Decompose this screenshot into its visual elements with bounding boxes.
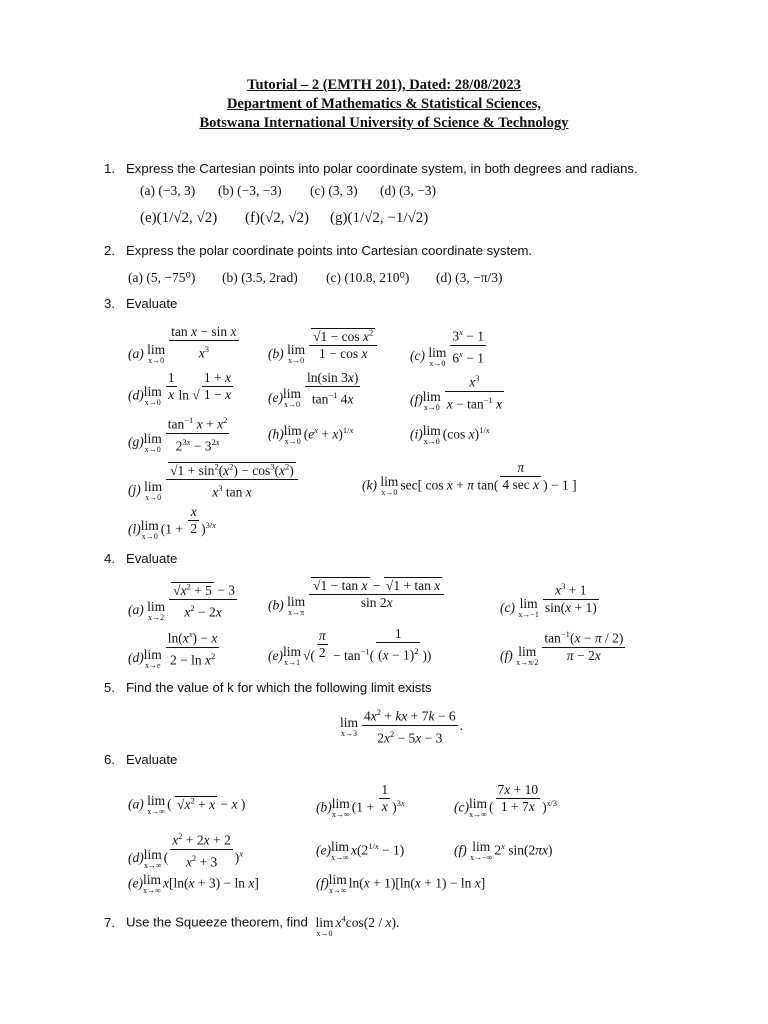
q6-item-e: (e) lim x→∞ $x(2^{1/x} - 1)$ [316, 838, 405, 862]
q6-item-a: (a) lim x→∞ ( $√x^2 + x - x$ ) [128, 792, 246, 816]
q6-item-f2: (f) lim x→∞ ln(x + 1)[ln(x + 1) − ln x] [316, 872, 486, 895]
q3-item-h: (h) lim x→0 $(e^x + x)^{1/x}$ [268, 422, 354, 446]
q3-item-j: (j) lim x→0 $\frac{√1 + \sin^2(x^2) - \cos^3(x^2)}{x^3 \tan x}$ [128, 470, 300, 512]
q3-item-e: (e) lim x→0 $\frac{\ln(\sin 3x)}{\tan^{-1} 4x}$ [268, 370, 359, 410]
q1-item-d: (d) (3, −3) [380, 183, 436, 198]
question-5: 5. Find the value of k for which the following limit exists [104, 680, 432, 695]
university-name: Botswana International University of Science & Technology [199, 115, 569, 131]
tutorial-title: Tutorial – 2 (EMTH 201), Dated: 28/08/2023 [247, 77, 521, 93]
q1-item-g: (g)(1/√2, −1/√2) [330, 210, 429, 226]
q4-item-f: (f) lim x→π/2 $\frac{\tan^{-1}(x - \pi / 2)}{\pi - 2x}$ [500, 629, 624, 668]
q3-item-i: (i) lim x→0 (cos x)$^{1/x}$ [410, 422, 490, 446]
q4-item-d: (d) lim x→e $\frac{\ln(x^x) - x}{2 - \ln x^2}$ [128, 629, 218, 670]
q3-item-k: (k) lim x→0 sec[ cos x + π tan( $\frac{\pi}{\text{4 sec x}}$ ) − 1 ] [362, 460, 577, 497]
q1-item-a: (a) (−3, 3) [140, 183, 196, 198]
question-1: 1. Express the Cartesian points into polar coordinate system, in both degrees and radians. [104, 161, 638, 176]
question-4: 4. Evaluate [104, 551, 178, 566]
q1-item-e: (e)(1/√2, √2) [140, 210, 218, 226]
q3-item-c: (c) lim x→0 $\frac{3^x - 1}{6^x - 1}$ [410, 327, 485, 368]
question-2: 2. Express the polar coordinate points into Cartesian coordinate system. [104, 243, 533, 258]
q7-expression: lim x→0 $x^4\cos(2 / x)$. [315, 913, 400, 938]
q2-item-b: (b) (3.5, 2rad) [222, 270, 298, 285]
q2-item-a: (a) (5, −75⁰) [128, 270, 196, 285]
q4-item-e: (e) lim x→1 √( $\frac{\pi}{2}$ − $\tan^{-1}$( $\frac{1}{(x - 1)^2}$ )) [268, 626, 432, 668]
question-3: 3. Evaluate [104, 296, 178, 311]
q4-item-a: (a) lim x→2 $\frac{√x^2 + 5 - 3}{x^2 - 2x}$ [128, 581, 236, 622]
q6-item-c: (c) lim x→∞ ( $\frac{7x + 10}{1 + 7x}$ )$^{x/3}$ [454, 782, 558, 819]
q1-item-f: (f)(√2, √2) [245, 210, 309, 226]
q6-item-b: (b) lim x→∞ (1 + $\frac{1}{x}$ )$^{3x}$ [316, 782, 405, 819]
q5-limit-expression: lim x→3 $\frac{4x^2 + kx + 7k - 6}{2x^2 - 5x - 3}$ . [340, 707, 463, 745]
q6-item-e2: (e) lim x→∞ x[ln(x + 3) − ln x] [128, 872, 259, 895]
department-name: Department of Mathematics & Statistical Sciences, [226, 96, 542, 112]
question-6: 6. Evaluate [104, 752, 178, 767]
q1-item-b: (b) (−3, −3) [218, 183, 282, 198]
q1-item-c: (c) (3, 3) [310, 183, 358, 198]
q3-item-d: (d) lim x→0 $\frac{1}{x}$ ln √ $\frac{1 + x}{1 - x}$ [128, 370, 231, 407]
q6-item-d: (d) lim x→∞ ( $\frac{x^2 + 2x + 2}{x^2 + 3}$ )$^x$ [128, 831, 244, 870]
q4-item-c: (c) lim x→−1 $\frac{x^3 + 1}{\sin(x + 1)}$ [500, 581, 597, 620]
q4-item-b: (b) lim x→π $\frac{\text{√1 − tan x − √1 + tan x}}{\sin 2x}$ [268, 590, 446, 623]
q3-item-l: (l) lim x→0 (1 + $\frac{x}{2}$ )$^{3/x}$ [128, 504, 217, 541]
document-header [0, 76, 768, 133]
q6-item-f: (f) lim x→−∞ 2$^x$ sin(2πx) [454, 838, 553, 862]
q3-item-f: (f) lim x→0 $\frac{x^3}{x - \tan^{-1} x}$ [410, 373, 503, 412]
q3-item-b: (b) lim x→0 $\frac{√1 - \cos x^2}{\text{1 − cos x}}$ [268, 336, 379, 374]
q3-item-g: (g) lim x→0 $\frac{\tan^{-1} x + x^2}{2^{3x} - 3^{2x}}$ [128, 415, 228, 454]
q3-item-a: (a) lim x→0 $\frac{\text{tan x − sin x}}{x^3}$ [128, 324, 237, 366]
question-7: 7. Use the Squeeze theorem, find lim x→0 $x^4\cos(2 / x)$. [104, 913, 400, 938]
q2-item-d: (d) (3, −π/3) [436, 270, 503, 285]
q2-item-c: (c) (10.8, 210⁰) [326, 270, 410, 285]
